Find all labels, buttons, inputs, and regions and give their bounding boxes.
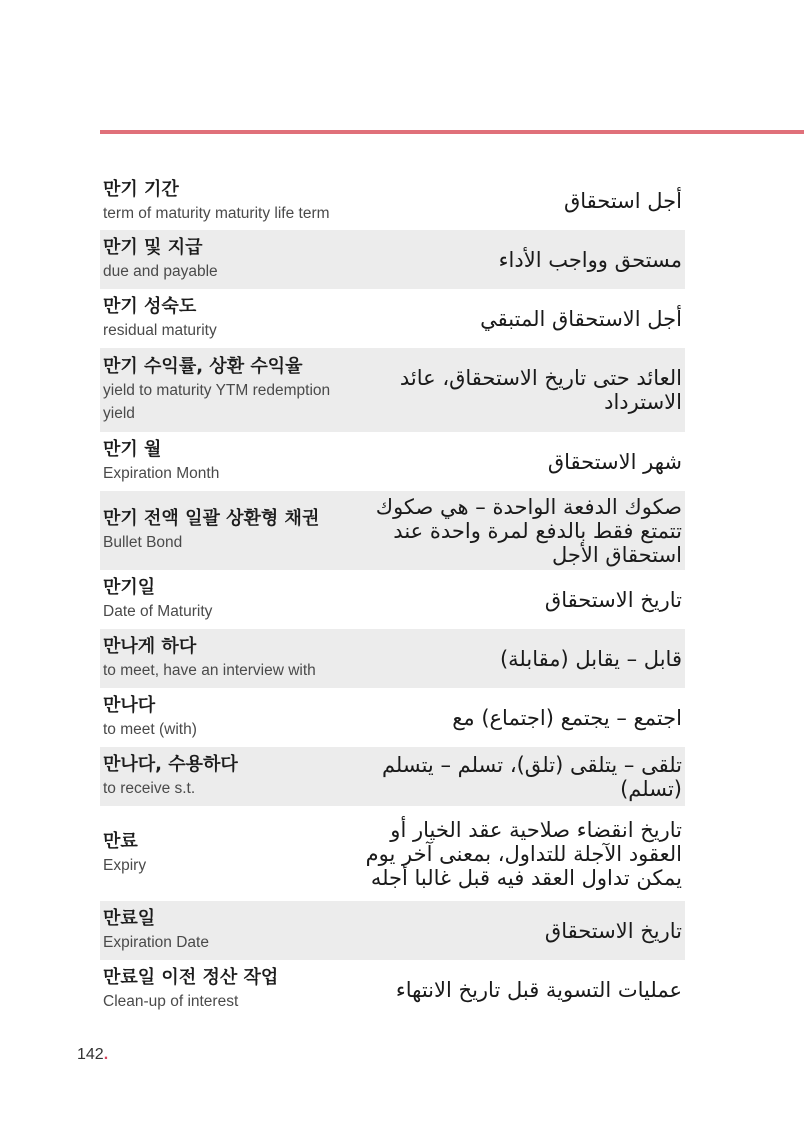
korean-term: 만기 월 bbox=[103, 439, 162, 460]
korean-english-cell bbox=[103, 694, 353, 741]
top-accent-rule bbox=[100, 130, 804, 134]
korean-term: 만료일 bbox=[103, 908, 156, 929]
page-number bbox=[77, 1046, 108, 1064]
page-number-text: 142 bbox=[77, 1046, 104, 1063]
glossary-entry bbox=[100, 348, 685, 432]
korean-term: 만료 bbox=[103, 831, 138, 852]
glossary-entry bbox=[100, 629, 685, 688]
english-term: yield to maturity YTM redemption yield bbox=[103, 382, 331, 422]
arabic-term: اجتمع – يجتمع (اجتماع) مع bbox=[452, 705, 682, 730]
korean-term: 만기 전액 일괄 상환형 채권 bbox=[103, 508, 320, 529]
glossary-entry bbox=[100, 289, 685, 348]
glossary-entry bbox=[100, 747, 685, 806]
english-term: to meet (with) bbox=[103, 721, 197, 738]
glossary-entry bbox=[100, 172, 685, 230]
korean-english-cell bbox=[103, 355, 353, 425]
arabic-term: صكوك الدفعة الواحدة – هي صكوك تتمتع فقط بالدفع لمرة واحدة عند استحقاق الأجل bbox=[375, 494, 682, 567]
korean-english-cell bbox=[103, 966, 353, 1013]
glossary-entry bbox=[100, 230, 685, 289]
korean-english-cell bbox=[103, 576, 353, 623]
korean-english-cell bbox=[103, 178, 353, 225]
korean-english-cell bbox=[103, 830, 353, 877]
arabic-term: تاريخ انقضاء صلاحية عقد الخيار أو العقود الآجلة للتداول، بمعنى آخر يوم يمكن تداول العقد فيه قبل غالبا أجله bbox=[365, 817, 682, 890]
arabic-term: مستحق وواجب الأداء bbox=[498, 247, 682, 272]
english-term: due and payable bbox=[103, 263, 218, 280]
english-term: Expiration Month bbox=[103, 465, 220, 482]
arabic-term: أجل الاستحقاق المتبقي bbox=[480, 306, 682, 331]
arabic-term: أجل استحقاق bbox=[563, 189, 682, 213]
korean-english-cell bbox=[103, 236, 353, 283]
glossary-entry bbox=[100, 960, 685, 1019]
korean-term: 만기 및 지급 bbox=[103, 237, 203, 258]
korean-term: 만나다, 수용하다 bbox=[103, 754, 238, 775]
glossary-entry bbox=[100, 432, 685, 491]
english-term: Bullet Bond bbox=[103, 534, 183, 551]
english-term: Date of Maturity bbox=[103, 603, 213, 620]
arabic-term: تلقى – يتلقى (تلق)، تسلم – يتسلم (تسلم) bbox=[381, 752, 682, 801]
glossary-entry bbox=[100, 688, 685, 747]
english-term: residual maturity bbox=[103, 322, 217, 339]
korean-term: 만기 수익률, 상환 수익율 bbox=[103, 356, 303, 377]
korean-term: 만나게 하다 bbox=[103, 636, 197, 657]
english-term: Expiration Date bbox=[103, 934, 209, 951]
english-term: Clean-up of interest bbox=[103, 993, 239, 1010]
korean-term: 만기 기간 bbox=[103, 178, 179, 200]
korean-english-cell bbox=[103, 907, 353, 954]
arabic-term: شهر الاستحقاق bbox=[547, 449, 682, 474]
korean-english-cell bbox=[103, 438, 353, 485]
arabic-term: تاريخ الاستحقاق bbox=[544, 587, 682, 612]
arabic-term: عمليات التسوية قبل تاريخ الانتهاء bbox=[395, 977, 682, 1002]
english-term: Expiry bbox=[103, 857, 147, 874]
glossary-entry bbox=[100, 491, 685, 570]
glossary-table bbox=[100, 172, 685, 1019]
english-term: term of maturity maturity life term bbox=[103, 204, 330, 222]
korean-english-cell bbox=[103, 753, 353, 800]
glossary-entry bbox=[100, 806, 685, 901]
korean-english-cell bbox=[103, 507, 353, 554]
korean-term: 만기일 bbox=[103, 577, 156, 598]
korean-term: 만기 성숙도 bbox=[103, 296, 197, 317]
english-term: to meet, have an interview with bbox=[103, 662, 316, 679]
glossary-entry bbox=[100, 901, 685, 960]
korean-english-cell bbox=[103, 635, 353, 682]
arabic-term: قابل – يقابل (مقابلة) bbox=[499, 646, 682, 671]
korean-term: 만료일 이전 정산 작업 bbox=[103, 967, 279, 988]
english-term: to receive s.t. bbox=[103, 780, 196, 797]
glossary-entry bbox=[100, 570, 685, 629]
page-number-dot: . bbox=[103, 1046, 109, 1063]
arabic-term: تاريخ الاستحقاق bbox=[544, 918, 682, 943]
arabic-term: العائد حتى تاريخ الاستحقاق، عائد الاسترداد bbox=[399, 366, 682, 414]
korean-english-cell bbox=[103, 295, 353, 342]
korean-term: 만나다 bbox=[103, 695, 156, 716]
